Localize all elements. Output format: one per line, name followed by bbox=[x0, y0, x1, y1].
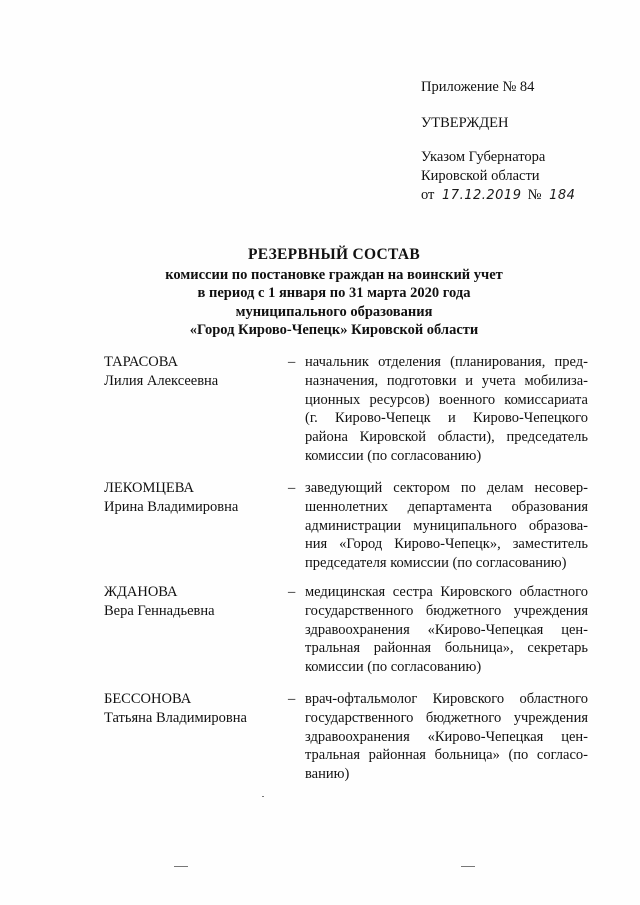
handwritten-number: 184 bbox=[549, 188, 576, 203]
number-prefix: № bbox=[527, 187, 542, 203]
role-line: ционных ресурсов) военного комиссариата bbox=[305, 391, 588, 408]
member-dash: – bbox=[288, 354, 296, 370]
scan-speck bbox=[262, 796, 264, 797]
title-line-2: в период с 1 января по 31 марта 2020 года bbox=[197, 285, 471, 302]
role-line: тральная районная больница», секретарь bbox=[305, 640, 588, 657]
role-line: комиссии (по согласованию) bbox=[305, 447, 482, 464]
approved-label: УТВЕРЖДЕН bbox=[421, 115, 509, 131]
role-line: врач-офтальмолог Кировского областного bbox=[305, 691, 588, 707]
role-line: здравоохранения «Кирово-Чепецкая цен- bbox=[305, 728, 588, 745]
title-line-1: комиссии по постановке граждан на воинский учет bbox=[165, 267, 503, 284]
title-line-4: «Город Кирово-Чепецк» Кировской области bbox=[189, 321, 479, 338]
title-main: РЕЗЕРВНЫЙ СОСТАВ bbox=[247, 246, 421, 263]
document-title bbox=[0, 246, 640, 339]
member-role bbox=[305, 690, 588, 784]
member-name: Ирина Владимировна bbox=[104, 499, 239, 515]
role-line: государственного бюджетного учреждения bbox=[305, 602, 588, 619]
member-name: Вера Геннадьевна bbox=[104, 603, 215, 619]
role-line: администрации муниципального образова- bbox=[305, 517, 588, 534]
appendix-number: Приложение № 84 bbox=[421, 79, 535, 95]
role-line: района Кировской области), председатель bbox=[305, 429, 588, 446]
role-line: ванию) bbox=[305, 766, 350, 783]
member-surname: ЖДАНОВА bbox=[104, 584, 178, 600]
role-line: государственного бюджетного учреждения bbox=[305, 709, 588, 726]
role-line: медицинская сестра Кировского областного bbox=[305, 584, 588, 600]
decree-line-1: Указом Губернатора bbox=[421, 149, 546, 165]
decree-line-2: Кировской области bbox=[421, 168, 540, 184]
role-line: председателя комиссии (по согласованию) bbox=[305, 555, 567, 572]
approval-header bbox=[421, 78, 621, 205]
member-name: Татьяна Владимировна bbox=[104, 710, 247, 726]
handwritten-date: 17.12.2019 bbox=[442, 188, 522, 203]
member-dash: – bbox=[288, 480, 296, 496]
title-line-3: муниципального образования bbox=[235, 303, 433, 320]
scan-speck bbox=[174, 866, 188, 867]
role-line: назначения, подготовки и учета мобилиза- bbox=[305, 372, 588, 389]
member-dash: – bbox=[288, 584, 296, 600]
role-line: заведующий сектором по делам несовер- bbox=[305, 480, 588, 496]
role-line: шеннолетних департамента образования bbox=[305, 498, 588, 515]
role-line: (г. Кирово-Чепецк и Кирово-Чепецкого bbox=[305, 410, 588, 427]
role-line: комиссии (по согласованию) bbox=[305, 659, 482, 676]
role-line: ния «Город Кирово-Чепецк», заместитель bbox=[305, 536, 588, 553]
member-surname: ТАРАСОВА bbox=[104, 354, 178, 370]
scan-speck bbox=[461, 866, 475, 867]
member-role bbox=[305, 353, 588, 466]
role-line: здравоохранения «Кирово-Чепецкая цен- bbox=[305, 621, 588, 638]
member-name: Лилия Алексеевна bbox=[104, 373, 219, 389]
member-dash: – bbox=[288, 691, 296, 707]
decree-date-line bbox=[421, 186, 621, 205]
role-line: тральная районная больница» (по согласо- bbox=[305, 747, 588, 764]
role-line: начальник отделения (планирования, пред- bbox=[305, 354, 588, 370]
member-role bbox=[305, 479, 588, 573]
member-surname: ЛЕКОМЦЕВА bbox=[104, 480, 194, 496]
date-prefix: от bbox=[421, 187, 435, 203]
member-surname: БЕССОНОВА bbox=[104, 691, 192, 707]
member-role bbox=[305, 583, 588, 677]
